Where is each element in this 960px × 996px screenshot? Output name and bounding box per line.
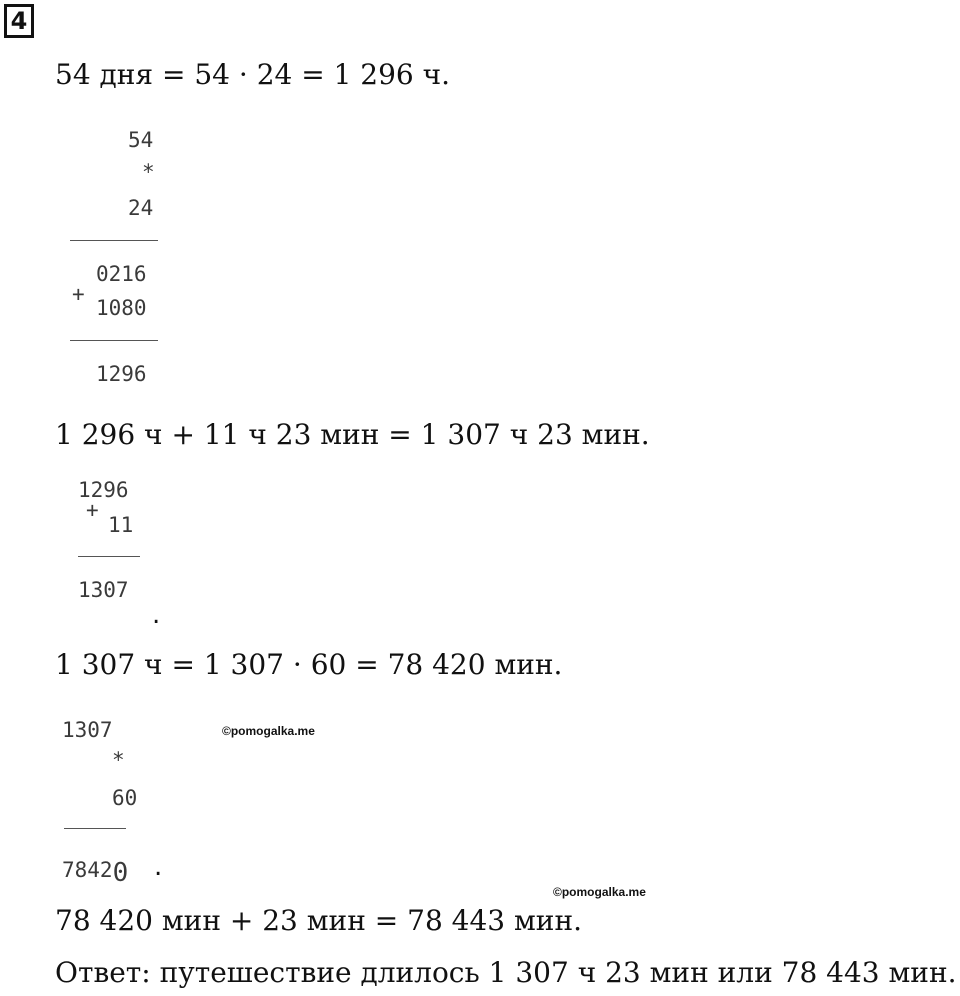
step2-dot: .: [152, 600, 161, 630]
step1-operand-b: 24: [128, 196, 154, 220]
step4-equation: 78 420 мин + 23 мин = 78 443 мин.: [55, 904, 583, 937]
step3-result-main: 7842: [62, 858, 113, 882]
step2-rule: [78, 556, 140, 557]
step3-result: [62, 854, 129, 888]
watermark: ©pomogalka.me: [553, 885, 646, 899]
step1-plus-sign: +: [72, 282, 85, 306]
step3-operand-a: 1307: [62, 718, 113, 742]
step2-equation: 1 296 ч + 11 ч 23 мин = 1 307 ч 23 мин.: [55, 418, 650, 451]
step3-multiply-sign: *: [112, 748, 125, 772]
watermark: ©pomogalka.me: [222, 724, 315, 738]
step3-operand-b: 60: [112, 786, 138, 810]
step1-partial-1: 0216: [96, 262, 147, 286]
step1-rule-1: [70, 240, 158, 241]
step3-result-last-digit: 0: [112, 858, 129, 888]
step2-result: 1307: [78, 578, 129, 602]
step2-operand-b: 11: [108, 513, 134, 537]
step1-result: 1296: [96, 362, 147, 386]
step2-plus-sign: +: [86, 498, 99, 522]
step1-multiply-sign: *: [142, 160, 155, 184]
step3-dot: .: [154, 852, 163, 882]
step1-partial-2: 1080: [96, 296, 147, 320]
step1-operand-a: 54: [128, 128, 154, 152]
step3-equation: 1 307 ч = 1 307 · 60 = 78 420 мин.: [55, 648, 563, 681]
step3-rule: [64, 828, 126, 829]
task-number-badge: 4: [4, 4, 34, 38]
step1-rule-2: [70, 340, 158, 341]
answer-line: Ответ: путешествие длилось 1 307 ч 23 мин или 78 443 мин.: [55, 956, 957, 989]
step1-equation: 54 дня = 54 · 24 = 1 296 ч.: [55, 58, 451, 91]
step2-operand-a: 1296: [78, 478, 129, 502]
